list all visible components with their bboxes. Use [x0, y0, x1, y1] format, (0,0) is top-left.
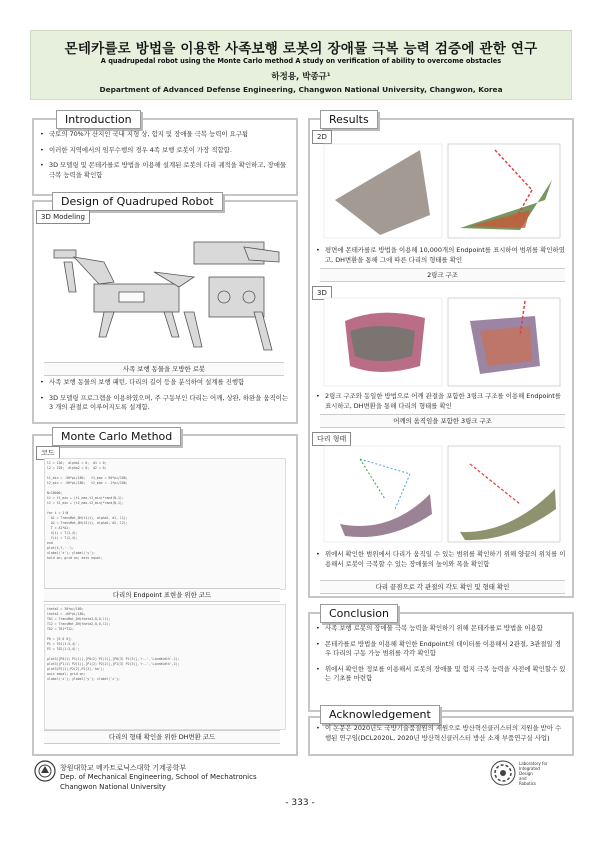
list-item: • 사족 보행 동물의 보행 패턴, 다리의 길이 등을 분석하여 설계를 진행함: [40, 378, 290, 388]
list-item: • 위에서 확인한 범위에서 다리가 움직일 수 있는 범위를 확인하기 위해 양끝의 위치를 이용해서 로봇이 극복할 수 있는 장애물의 높이와 폭을 확인함: [316, 550, 566, 569]
design-tag: 3D Modeling: [36, 210, 90, 224]
lab-name-line: Laboratory for: [519, 761, 548, 766]
list-item: • 몬테카를로 방법을 이용해 확인한 Endpoint의 데이터를 이용해서 2관절, 3관절일 경우 다리의 구동 가능 범위를 각각 확인함: [316, 640, 566, 659]
acknowledgement-bullets: [316, 724, 566, 749]
plot-2d-image: [320, 140, 565, 242]
design-heading: Design of Quadruped Robot: [52, 192, 223, 211]
results-heading: Results: [320, 110, 378, 129]
code-caption-2: 다리의 형태 확인을 위한 DH변환 코드: [44, 730, 280, 744]
design-caption: 사족 보행 동물을 모방한 로봇: [44, 362, 284, 376]
authors: 하정용, 박종규¹: [271, 72, 331, 82]
lab-name-line: Design: [519, 771, 533, 776]
list-item: • 위에서 확인한 정보를 이용해서 로봇의 장애물 및 험지 극복 능력을 사전에 확인할수 있는 기초를 마련함: [316, 665, 566, 684]
lab-name-line: Integrated: [519, 766, 540, 771]
title-korean: 몬테카를로 방법을 이용한 사족보행 로봇의 장애물 극복 능력 검증에 관한 연구: [64, 41, 538, 57]
list-item: • 이러한 지역에서의 임무수행의 경우 4족 보행 로봇이 가장 적합함.: [40, 146, 290, 156]
list-item: • 3D 모델링 프로그램을 이용하였으며, 주 구동부인 다리는 어깨, 상완, 하완을 움직이는 3 개의 관절로 이루어지도록 설계함.: [40, 394, 290, 413]
lab-name-line: Robotics: [519, 781, 536, 786]
list-item: • 이 논문은 2020년도 국방기술품질원의 재원으로 방산혁신클러스터의 지원을 받아 수행된 연구임(DCL2020L, 2020년 방산혁신클러스터 방산 소재 부품연구실 사업): [316, 724, 566, 743]
lab-name-line: and: [519, 776, 527, 781]
list-item: • 평면에 몬테카를로 방법을 이용해 10,000개의 Endpoint를 표시하여 범위를 확인하였고, DH변환을 통해 그에 따른 다리의 형태를 확인: [316, 246, 566, 265]
conclusion-heading: Conclusion: [320, 604, 398, 623]
introduction-heading: Introduction: [56, 110, 141, 129]
results-leg-bullets: [316, 550, 566, 575]
monte-carlo-heading: Monte Carlo Method: [52, 427, 181, 446]
tag-2d: 2D: [312, 130, 332, 144]
affiliation: Department of Advanced Defense Engineering, Changwon National University, Changwon, Korea: [99, 85, 503, 94]
footer-university-ko: 창원대학교 메카트로닉스대학 기계공학부: [60, 764, 187, 772]
footer-department-en: Dep. of Mechanical Engineering, School of Mechatronics: [60, 773, 257, 781]
tag-leg: 다리 형태: [312, 432, 351, 446]
page-number: - 333 -: [285, 798, 315, 808]
conclusion-bullets: [316, 624, 566, 690]
title-banner: [30, 30, 572, 100]
list-item: • 국토의 70%가 산지인 국내 지형 상, 험지 및 장애물 극복 능력이 요구됨: [40, 130, 290, 140]
list-item: • 2링크 구조와 동일한 방법으로 어깨 관절을 포함한 3링크 구조를 이용해 Endpoint를 표시하고, DH변환을 통해 다리의 형태를 확인: [316, 392, 566, 411]
lab-logo: [490, 760, 516, 786]
code-tag: 코드: [36, 446, 60, 460]
tag-3d: 3D: [312, 286, 332, 300]
robot-model-image: [44, 222, 284, 362]
dh-code-image: theta1 = 30*pi/180; theta2 = -60*pi/180; T01 = TransMat_DH(theta1,0,0,l1); T12 = TransMat_DH(theta2,0,0,l2); T02 = T01*T12; P0 = [0 0 0]; P1 = T01(1:3,4)'; P2 = T02(1:3,4)'; plot3([P0(1) P1(1)],[P0(2) P1(2)],[P0(3) P1(3)],'r--','LineWidth',2); plot3([P1(1) P2(1)],[P1(2) P2(2)],[P1(3) P2(3)],'r--','LineWidth',2); plot3(P2(1),P2(2),P2(3),'ko'); axis equal; grid on; xlabel('x'); ylabel('y'); zlabel('z');: [44, 604, 286, 730]
title-english: A quadrupedal robot using the Monte Carlo method A study on verification of ability to overcome obstacles: [100, 57, 502, 65]
footer-university-en: Changwon National University: [60, 783, 166, 791]
introduction-bullets: [40, 130, 290, 186]
list-item: • 3D 모델링 및 몬테카를로 방법을 이용해 설계된 로봇의 다리 궤적을 확인하고, 장애물 극복 능력을 확인함: [40, 161, 290, 180]
university-logo: [34, 760, 56, 782]
plot-leg-image: [320, 444, 565, 544]
list-item: • 사족 보행 로봇의 장애물 극복 능력을 확인하기 위해 몬테카를로 방법을 이용함: [316, 624, 566, 634]
design-bullets: [40, 378, 290, 419]
results-3d-caption: 어깨의 움직임을 포함한 3링크 구조: [320, 414, 565, 428]
results-leg-caption: 다리 끝점으로 각 관절의 각도 확인 및 형태 확인: [320, 580, 565, 594]
results-2d-caption: 2링크 구조: [320, 268, 565, 282]
code-caption-1: 다리의 Endpoint 표현을 위한 코드: [44, 588, 280, 602]
plot-3d-image: [320, 296, 565, 388]
acknowledgement-heading: Acknowledgement: [320, 705, 440, 724]
endpoint-code-image: l1 = 120; alpha1 = 0; d1 = 0; l2 = 120; alpha2 = 0; d2 = 0; t1_min = -90*pi/180; t1_max = 90*pi/180; t2_min = -90*pi/180; t2_max = -1*pi/180; N=10000; t1 = t1_min + (t1_max-t1_min)*rand(N,1); t2 = t2_min + (t2_max-t2_min)*rand(N,1); for i = 1:N A1 = TransMat_DH(t1(i), alpha1, d1, l1); A2 = TransMat_DH(t2(i), alpha2, d2, l2); T = A1*A2; X(i) = T(1,4); Y(i) = T(2,4); end plot(X,Y,'.'); xlabel('x'); ylabel('y'); hold on; grid on; axis equal;: [44, 458, 286, 590]
